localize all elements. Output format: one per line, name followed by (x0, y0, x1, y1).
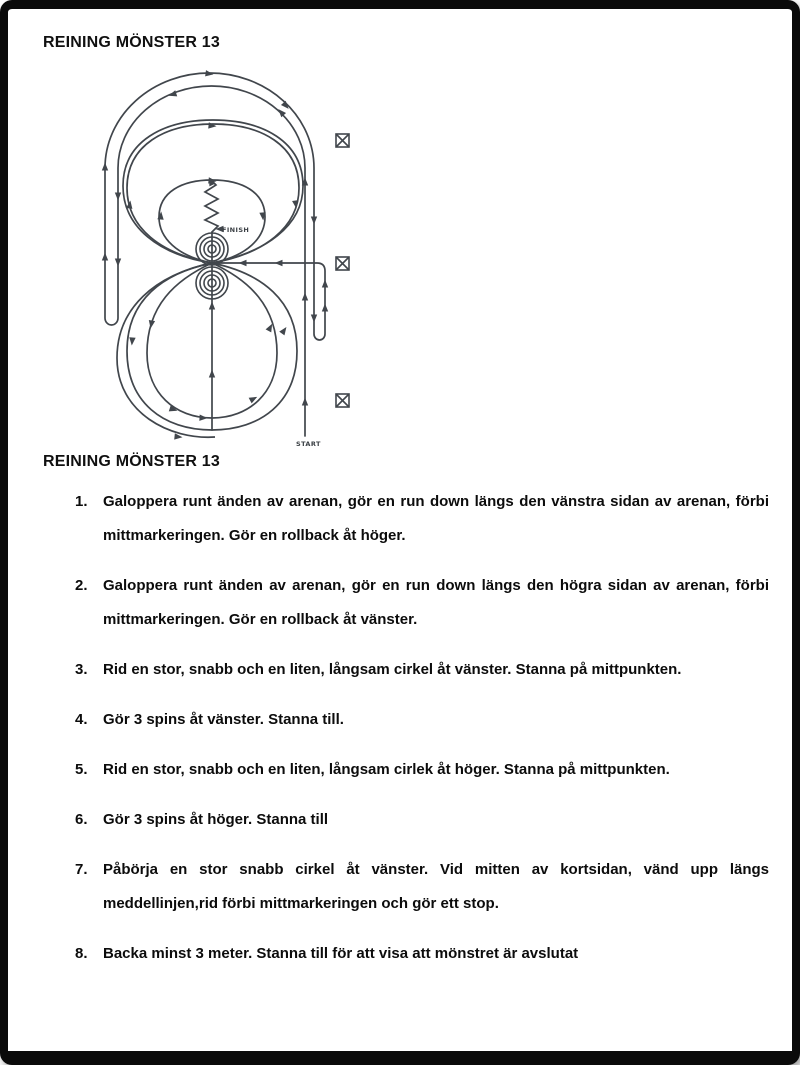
instruction-text: Rid en stor, snabb och en liten, långsam cirkel åt vänster. Stanna på mittpunkten. (103, 661, 682, 678)
arena-marker-icon (336, 257, 349, 270)
instruction-number: 5. (75, 761, 88, 778)
instruction-number: 3. (75, 661, 88, 678)
instruction-list (43, 485, 769, 987)
finish-label: FINISH (222, 226, 250, 234)
instruction-number: 1. (75, 493, 88, 510)
instruction-item (43, 803, 769, 837)
instruction-text: Backa minst 3 meter. Stanna till för att visa att mönstret är avslutat (103, 945, 579, 962)
instruction-text: Galoppera runt änden av arenan, gör en run down längs den högra sidan av arenan, förbi mittmarkeringen. Gör en rollback åt vänster. (103, 577, 769, 628)
instruction-text: Gör 3 spins åt höger. Stanna till (103, 811, 329, 828)
instruction-number: 7. (75, 861, 88, 878)
start-label: START (296, 440, 321, 448)
instruction-item (43, 937, 769, 971)
pattern-svg (75, 68, 375, 448)
instruction-number: 6. (75, 811, 88, 828)
instruction-item (43, 485, 769, 553)
pattern-circles (117, 120, 303, 437)
bottom-large-circle-second-pass (117, 263, 215, 437)
instruction-number: 2. (75, 577, 88, 594)
backup-zigzag (205, 179, 218, 232)
instruction-item (43, 703, 769, 737)
instruction-item (43, 653, 769, 687)
arena-marker-icon (336, 394, 349, 407)
instruction-number: 4. (75, 711, 88, 728)
reining-pattern-diagram (75, 68, 375, 448)
page-title: REINING MÖNSTER 13 (43, 34, 220, 51)
top-large-circle (127, 124, 299, 263)
direction-arrows (102, 70, 328, 440)
instruction-item (43, 853, 769, 921)
instruction-number: 8. (75, 945, 88, 962)
instruction-text: Gör 3 spins åt vänster. Stanna till. (103, 711, 344, 728)
instruction-text: Påbörja en stor snabb cirkel åt vänster. Vid mitten av kortsidan, vänd upp längs meddellinjen,rid förbi mittmarkeringen och gör ett stop. (103, 861, 769, 912)
arena-marker-icon (336, 134, 349, 147)
instruction-item (43, 753, 769, 787)
instruction-text: Galoppera runt änden av arenan, gör en run down längs den vänstra sidan av arenan, förbi mittmarkeringen. Gör en rollback åt höger. (103, 493, 769, 544)
instruction-item (43, 569, 769, 637)
instruction-text: Rid en stor, snabb och en liten, långsam cirlek åt höger. Stanna på mittpunkten. (103, 761, 670, 778)
section-title: REINING MÖNSTER 13 (43, 453, 220, 470)
